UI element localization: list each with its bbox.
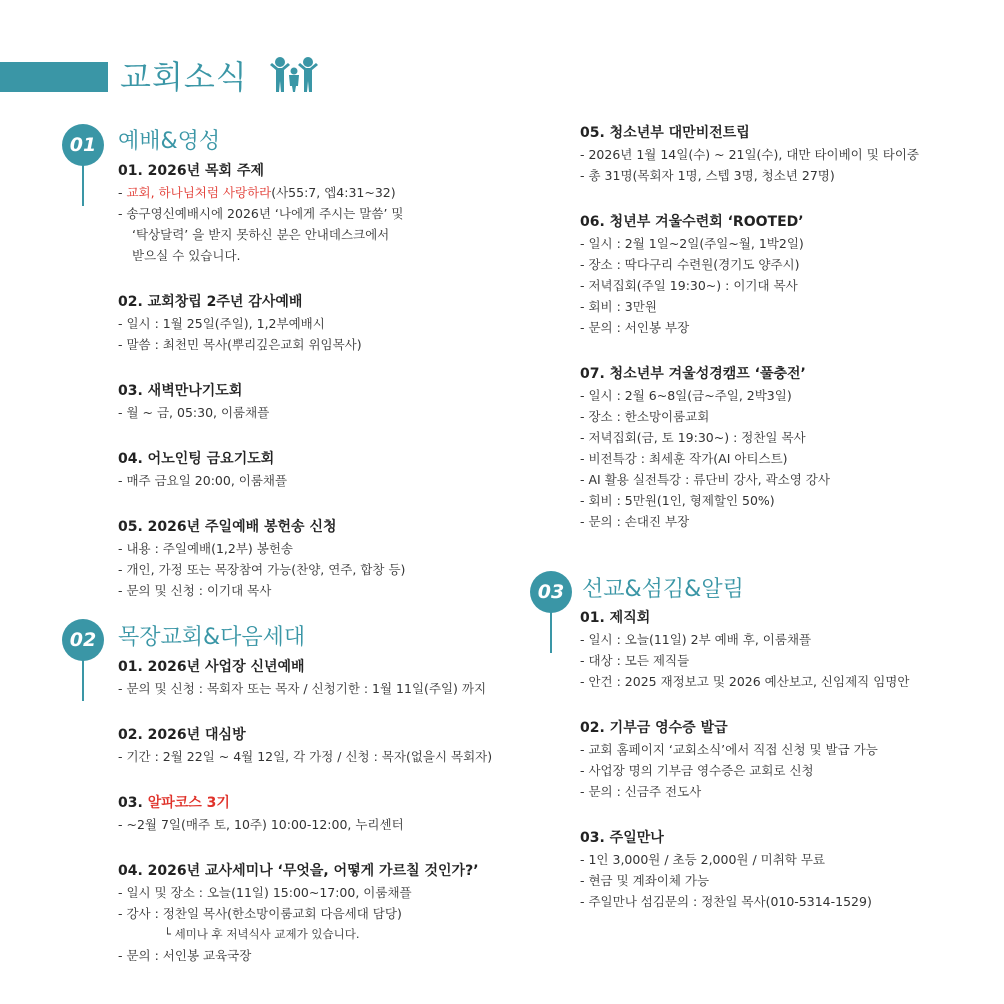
news-item — [580, 607, 909, 692]
item-line: - 장소 : 한소망이룸교회 — [580, 409, 710, 424]
item-title: 01. 제직회 — [580, 610, 651, 626]
item-line: - AI 활용 실전특강 : 류단비 강사, 곽소영 강사 — [580, 472, 830, 487]
news-item — [580, 122, 919, 186]
item-line: - 회비 : 3만원 — [580, 299, 657, 314]
section-badge-tail — [82, 164, 84, 206]
news-item — [118, 291, 405, 355]
line-prefix: - — [118, 185, 127, 200]
news-item — [118, 724, 492, 767]
line-text: (사55:7, 엡4:31~32) — [271, 185, 396, 200]
item-line: - 저녁집회(금, 토 19:30~) : 정찬일 목사 — [580, 430, 806, 445]
section-badge-tail — [82, 659, 84, 701]
item-line: - 1인 3,000원 / 초등 2,000원 / 미취학 무료 — [580, 852, 825, 867]
item-line: - 말씀 : 최천민 목사(뿌리깊은교회 위임목사) — [118, 337, 362, 352]
item-line: - 2026년 1월 14일(수) ~ 21일(수), 대만 타이베이 및 타이중 — [580, 147, 920, 162]
section-badge-01: 01 — [62, 124, 104, 166]
item-line: - ~2월 7일(매주 토, 10주) 10:00-12:00, 누리센터 — [118, 817, 404, 832]
item-line: - 일시 : 1월 25일(주일), 1,2부예배시 — [118, 316, 325, 331]
item-line: - 일시 및 장소 : 오늘(11일) 15:00~17:00, 이룸채플 — [118, 885, 412, 900]
item-title: 03. 주일만나 — [580, 830, 664, 846]
news-item — [118, 160, 405, 266]
news-item — [118, 380, 405, 423]
item-line: - 매주 금요일 20:00, 이룸채플 — [118, 473, 288, 488]
header-accent-bar — [0, 62, 108, 92]
item-title: 05. 2026년 주일예배 봉헌송 신청 — [118, 519, 337, 535]
item-line: - 월 ~ 금, 05:30, 이룸채플 — [118, 405, 270, 420]
item-title: 01. 2026년 목회 주제 — [118, 163, 265, 179]
news-item — [580, 363, 919, 532]
item-title: 02. 기부금 영수증 발급 — [580, 720, 728, 736]
page-title: 교회소식 — [120, 58, 248, 96]
item-line: - 교회 홈페이지 ‘교회소식’에서 직접 신청 및 발급 가능 — [580, 742, 878, 757]
item-title: 04. 어노인팅 금요기도회 — [118, 451, 275, 467]
item-line: - 총 31명(목회자 1명, 스텝 3명, 청소년 27명) — [580, 168, 835, 183]
section-02-content — [118, 656, 492, 991]
item-line: - 사업장 명의 기부금 영수증은 교회로 신청 — [580, 763, 814, 778]
item-note: └ 세미나 후 저녁식사 교제가 있습니다. — [164, 927, 360, 941]
section-title: 목장교회&다음세대 — [118, 625, 306, 650]
item-line: - 주일만나 섬김문의 : 정찬일 목사(010-5314-1529) — [580, 894, 872, 909]
item-title: 03. 새벽만나기도회 — [118, 383, 243, 399]
item-line: - 기간 : 2월 22일 ~ 4월 12일, 각 가정 / 신청 : 목자(없을시 목회자) — [118, 749, 493, 764]
item-line: ‘탁상달력’ 을 받지 못하신 분은 안내데스크에서 — [132, 227, 390, 242]
item-line — [118, 182, 405, 203]
item-line: - 장소 : 딱다구리 수련원(경기도 양주시) — [580, 257, 800, 272]
people-icon — [268, 56, 322, 94]
item-title: 07. 청소년부 겨울성경캠프 ‘풀충전’ — [580, 366, 806, 382]
item-title: 02. 2026년 대심방 — [118, 727, 246, 743]
item-title — [118, 792, 492, 814]
item-line: - 문의 : 신금주 전도사 — [580, 784, 702, 799]
title-prefix: 03. — [118, 795, 148, 811]
section-03-content — [580, 607, 909, 937]
news-item — [580, 827, 909, 912]
news-item — [118, 792, 492, 835]
item-title: 02. 교회창립 2주년 감사예배 — [118, 294, 303, 310]
item-line: - 개인, 가정 또는 목장참여 가능(찬양, 연주, 합창 등) — [118, 562, 406, 577]
section-badge-tail — [550, 611, 552, 653]
item-line: - 문의 : 서인봉 교육국장 — [118, 948, 252, 963]
section-badge-02: 02 — [62, 619, 104, 661]
news-item — [580, 717, 909, 802]
item-line: - 일시 : 오늘(11일) 2부 예배 후, 이룸채플 — [580, 632, 812, 647]
section-title: 선교&섬김&알림 — [582, 577, 744, 602]
item-line: - 대상 : 모든 제직들 — [580, 653, 690, 668]
item-title: 04. 2026년 교사세미나 ‘무엇을, 어떻게 가르칠 것인가?’ — [118, 863, 479, 879]
section-02-continued — [580, 122, 919, 557]
news-item — [118, 656, 492, 699]
news-item — [118, 516, 405, 601]
item-title: 06. 청년부 겨울수련회 ‘ROOTED’ — [580, 214, 804, 230]
item-line: - 문의 및 신청 : 목회자 또는 목자 / 신청기한 : 1월 11일(주일) 까지 — [118, 681, 487, 696]
item-line: - 일시 : 2월 6~8일(금~주일, 2박3일) — [580, 388, 792, 403]
item-line: - 저녁집회(주일 19:30~) : 이기대 목사 — [580, 278, 798, 293]
highlight-title: 알파코스 3기 — [147, 795, 230, 811]
news-item — [580, 211, 919, 338]
item-line: - 안건 : 2025 재정보고 및 2026 예산보고, 신임제직 임명안 — [580, 674, 910, 689]
item-line: - 문의 : 서인봉 부장 — [580, 320, 690, 335]
item-line: - 현금 및 계좌이체 가능 — [580, 873, 710, 888]
news-item — [118, 860, 492, 966]
item-line: - 송구영신예배시에 2026년 ‘나에게 주시는 말씀’ 및 — [118, 206, 404, 221]
item-line: - 강사 : 정찬일 목사(한소망이룸교회 다음세대 담당) — [118, 906, 402, 921]
item-line: 받으실 수 있습니다. — [132, 248, 241, 263]
section-01-content — [118, 160, 405, 626]
item-line: - 일시 : 2월 1일~2일(주일~월, 1박2일) — [580, 236, 804, 251]
news-item — [118, 448, 405, 491]
item-line: - 문의 : 손대진 부장 — [580, 514, 690, 529]
item-title: 05. 청소년부 대만비전트립 — [580, 125, 750, 141]
highlight-text: 교회, 하나님처럼 사랑하라 — [126, 185, 272, 200]
section-title: 예배&영성 — [118, 129, 221, 154]
item-line: - 내용 : 주일예배(1,2부) 봉헌송 — [118, 541, 293, 556]
section-badge-03: 03 — [530, 571, 572, 613]
item-line: - 비전특강 : 최세훈 작가(AI 아티스트) — [580, 451, 788, 466]
item-line: - 회비 : 5만원(1인, 형제할인 50%) — [580, 493, 775, 508]
item-title: 01. 2026년 사업장 신년예배 — [118, 659, 305, 675]
item-line: - 문의 및 신청 : 이기대 목사 — [118, 583, 272, 598]
